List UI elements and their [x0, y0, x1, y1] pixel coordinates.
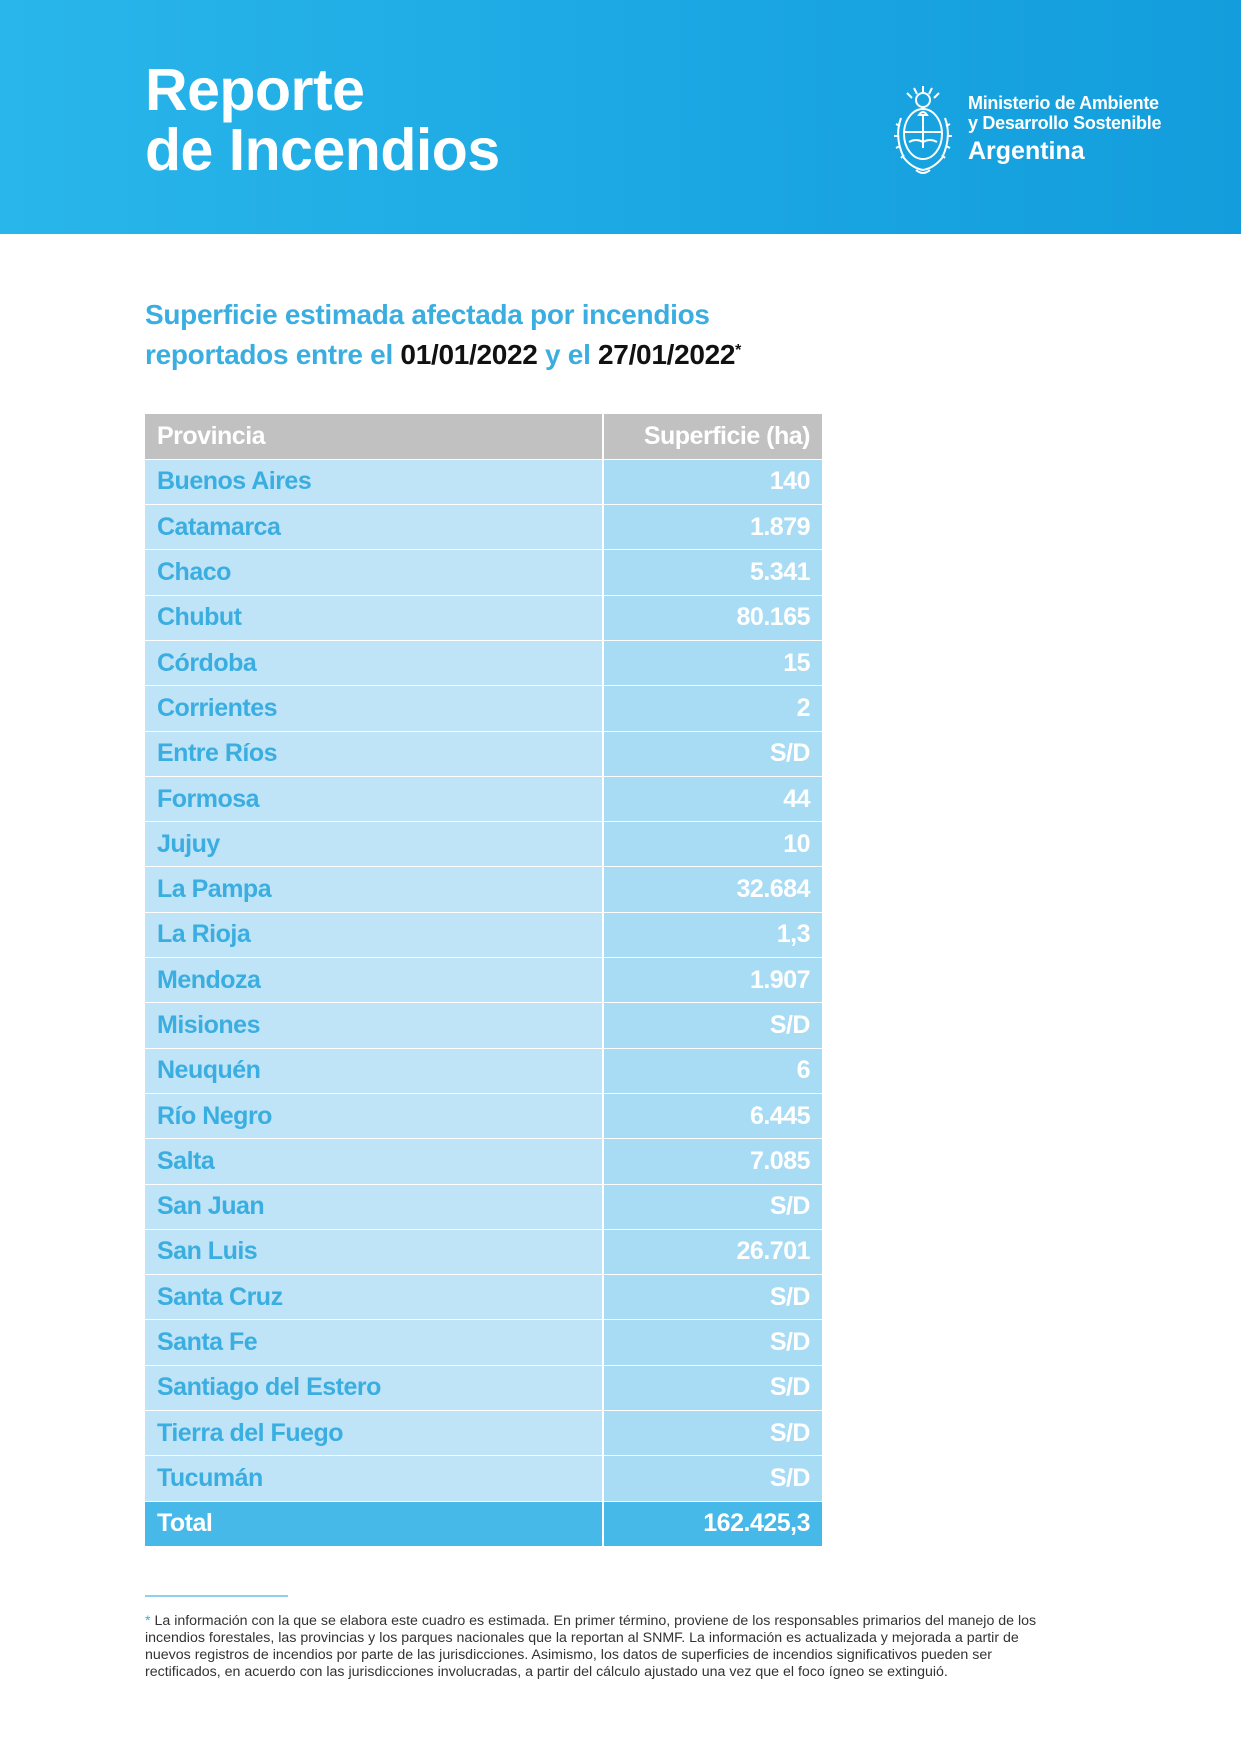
cell-superficie: 6	[603, 1048, 822, 1093]
subtitle-connector: y el	[537, 339, 599, 370]
cell-superficie: 140	[603, 459, 822, 504]
cell-superficie: 10	[603, 822, 822, 867]
table-row	[145, 958, 822, 1003]
cell-superficie: 1,3	[603, 912, 822, 957]
cell-provincia: Misiones	[145, 1003, 603, 1048]
cell-provincia: Jujuy	[145, 822, 603, 867]
escudo-argentina-icon	[892, 82, 954, 178]
report-subtitle	[145, 295, 741, 375]
cell-provincia: Buenos Aires	[145, 459, 603, 504]
cell-provincia: Río Negro	[145, 1093, 603, 1138]
footnote-divider	[145, 1595, 288, 1597]
ministry-name	[968, 93, 1161, 167]
ministry-logo	[892, 80, 1161, 180]
table-row	[145, 1139, 822, 1184]
table-row	[145, 867, 822, 912]
cell-provincia: Córdoba	[145, 640, 603, 685]
header-banner	[0, 0, 1241, 234]
ministry-country: Argentina	[968, 137, 1085, 165]
cell-superficie: 80.165	[603, 595, 822, 640]
subtitle-line2-prefix: reportados entre el	[145, 339, 401, 370]
total-label: Total	[145, 1501, 603, 1546]
column-header-provincia: Provincia	[145, 414, 603, 459]
cell-provincia: Santa Cruz	[145, 1275, 603, 1320]
table-row	[145, 731, 822, 776]
total-row	[145, 1501, 822, 1546]
table-row	[145, 1184, 822, 1229]
cell-superficie: S/D	[603, 731, 822, 776]
cell-provincia: Santiago del Estero	[145, 1365, 603, 1410]
table-row	[145, 1320, 822, 1365]
cell-provincia: San Luis	[145, 1229, 603, 1274]
table-body	[145, 459, 822, 1501]
cell-superficie: S/D	[603, 1184, 822, 1229]
footnote-text: La información con la que se elabora este cuadro es estimada. En primer término, proviene de los responsables primarios del manejo de los incendios forestales, las provincias y los parques nacionales que la reportan al SNMF. La información es actualizada y mejorada a partir de nuevos registros de incendios por parte de las jurisdicciones. Asimismo, los datos de superficies de incendios significativos pueden ser rectificados, en acuerdo con las jurisdicciones involucradas, a partir del cálculo ajustado una vez que el foco ígneo se extinguió.	[145, 1613, 1037, 1680]
cell-superficie: 1.879	[603, 505, 822, 550]
cell-superficie: S/D	[603, 1275, 822, 1320]
table-row	[145, 776, 822, 821]
cell-superficie: 44	[603, 776, 822, 821]
table-row	[145, 1275, 822, 1320]
table-row	[145, 459, 822, 504]
cell-provincia: San Juan	[145, 1184, 603, 1229]
cell-provincia: La Pampa	[145, 867, 603, 912]
cell-provincia: Corrientes	[145, 686, 603, 731]
total-value: 162.425,3	[603, 1501, 822, 1546]
table-row	[145, 595, 822, 640]
cell-superficie: 2	[603, 686, 822, 731]
cell-provincia: Santa Fe	[145, 1320, 603, 1365]
cell-provincia: Mendoza	[145, 958, 603, 1003]
cell-superficie: S/D	[603, 1003, 822, 1048]
table-row	[145, 1411, 822, 1456]
table-row	[145, 1229, 822, 1274]
provinces-table	[145, 414, 822, 1547]
table-row	[145, 686, 822, 731]
cell-superficie: 1.907	[603, 958, 822, 1003]
table-row	[145, 1456, 822, 1501]
page-title-line2: de Incendios	[145, 117, 500, 183]
cell-provincia: Tierra del Fuego	[145, 1411, 603, 1456]
cell-superficie: 6.445	[603, 1093, 822, 1138]
cell-provincia: Salta	[145, 1139, 603, 1184]
cell-superficie: S/D	[603, 1411, 822, 1456]
cell-superficie: S/D	[603, 1365, 822, 1410]
cell-superficie: 26.701	[603, 1229, 822, 1274]
page-title	[145, 57, 500, 183]
cell-provincia: Tucumán	[145, 1456, 603, 1501]
column-header-superficie: Superficie (ha)	[603, 414, 822, 459]
cell-superficie: 5.341	[603, 550, 822, 595]
subtitle-asterisk: *	[735, 342, 742, 359]
table-header-row	[145, 414, 822, 459]
footnote-asterisk: *	[145, 1613, 151, 1629]
footnote	[145, 1613, 1065, 1681]
table-row	[145, 1003, 822, 1048]
cell-superficie: 7.085	[603, 1139, 822, 1184]
cell-provincia: Chaco	[145, 550, 603, 595]
ministry-line2: y Desarrollo Sostenible	[968, 113, 1162, 133]
date-start: 01/01/2022	[400, 339, 538, 370]
table-row	[145, 640, 822, 685]
cell-superficie: 32.684	[603, 867, 822, 912]
cell-superficie: S/D	[603, 1456, 822, 1501]
cell-provincia: Formosa	[145, 776, 603, 821]
page-title-line1: Reporte	[145, 57, 365, 123]
date-end: 27/01/2022	[598, 339, 736, 370]
cell-provincia: Neuquén	[145, 1048, 603, 1093]
cell-provincia: La Rioja	[145, 912, 603, 957]
table-row	[145, 1365, 822, 1410]
cell-superficie: 15	[603, 640, 822, 685]
subtitle-line1: Superficie estimada afectada por incendios	[145, 299, 710, 330]
table-row	[145, 1093, 822, 1138]
ministry-line1: Ministerio de Ambiente	[968, 93, 1159, 113]
table-row	[145, 1048, 822, 1093]
table-row	[145, 912, 822, 957]
cell-provincia: Catamarca	[145, 505, 603, 550]
cell-provincia: Chubut	[145, 595, 603, 640]
table-row	[145, 550, 822, 595]
cell-provincia: Entre Ríos	[145, 731, 603, 776]
cell-superficie: S/D	[603, 1320, 822, 1365]
table-row	[145, 505, 822, 550]
table-row	[145, 822, 822, 867]
